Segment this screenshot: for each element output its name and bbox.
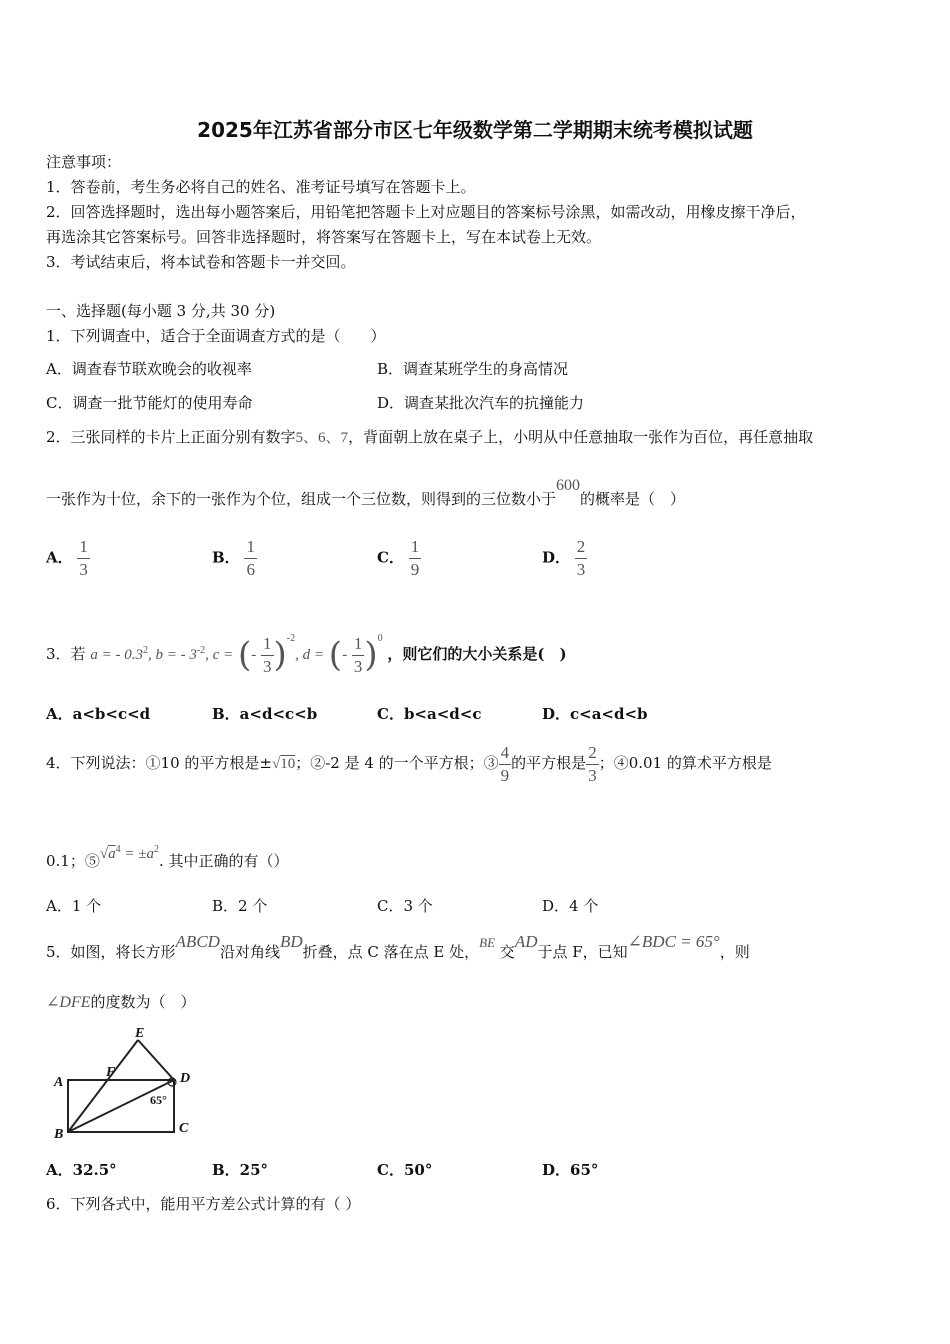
q5-option-b[interactable]: B．25°	[212, 1161, 269, 1179]
q5-option-d[interactable]: D．65°	[542, 1161, 599, 1179]
label-c: C	[179, 1121, 189, 1136]
q3-option-c[interactable]: C．b<a<d<c	[377, 705, 482, 723]
fraction: $\frac{1}{3}$	[353, 633, 363, 676]
label-f: F	[106, 1065, 116, 1080]
q4-option-a[interactable]: A．1 个	[46, 897, 102, 915]
q3-option-b[interactable]: B．a<d<c<b	[212, 705, 318, 723]
notice-item: 2．回答选择题时，选出每小题答案后，用铅笔把答题卡上对应题目的答案标号涂黑，如需改动，用橡皮擦干净后，	[46, 203, 806, 221]
q4-option-c[interactable]: C．3 个	[377, 897, 433, 915]
section-heading: 一、选择题(每小题 3 分,共 30 分)	[46, 302, 276, 320]
q2-option-d[interactable]: D． $\frac{2}{3}$	[542, 537, 586, 579]
q2-option-a[interactable]: A． $\frac{1}{3}$	[46, 537, 88, 579]
segment-be	[68, 1040, 138, 1132]
q2-option-c[interactable]: C． $\frac{1}{9}$	[377, 537, 420, 579]
q2-numbers: 5、6、7	[295, 430, 349, 446]
segment-ed	[138, 1040, 174, 1080]
q4-option-b[interactable]: B．2 个	[212, 897, 268, 915]
q1-option-c[interactable]: C．调查一批节能灯的使用寿命	[46, 394, 253, 412]
label-e: E	[135, 1026, 145, 1041]
q5-option-a[interactable]: A．32.5°	[46, 1161, 117, 1179]
fraction: $\frac{1}{9}$	[410, 537, 420, 579]
question-1-stem: 1．下列调查中，适合于全面调查方式的是（ ）	[46, 327, 386, 345]
fraction: $\frac{1}{3}$	[79, 537, 88, 579]
fraction: $\frac{1}{3}$	[263, 633, 272, 676]
question-4-stem-line1: 4．下列说法：①10 的平方根是±√10；②-2 是 4 的一个平方根；③ $\frac{4}{9}$ 的平方根是 $\frac{2}{3}$ ；④0.01 的算术平方根是	[46, 742, 772, 785]
q3-option-d[interactable]: D．c<a<d<b	[542, 705, 648, 723]
rectangle-fold-figure	[48, 1024, 198, 1144]
question-4-stem-line2: 0.1；$⑤√a^4 = \pm a^2$. 其中正确的有（）	[46, 844, 289, 870]
q4-option-d[interactable]: D．4 个	[542, 897, 599, 915]
question-2-stem-line1: 2．三张同样的卡片上正面分别有数字5、6、7，背面朝上放在桌子上，小明从中任意抽取一张作为百位，再任意抽取	[46, 428, 814, 446]
q5-option-c[interactable]: C．50°	[377, 1161, 433, 1179]
notice-heading: 注意事项：	[46, 153, 122, 171]
page-title: 2025年江苏省部分市区七年级数学第二学期期末统考模拟试题	[197, 118, 753, 142]
q1-option-a[interactable]: A．调查春节联欢晚会的收视率	[46, 360, 252, 378]
fraction: $\frac{1}{6}$	[246, 537, 255, 579]
q2-option-b[interactable]: B． $\frac{1}{6}$	[212, 537, 255, 579]
notice-item: 1．答卷前，考生务必将自己的姓名、准考证号填写在答题卡上。	[46, 178, 476, 196]
label-65-degrees: 65°	[150, 1093, 167, 1107]
q1-option-b[interactable]: B．调查某班学生的身高情况	[377, 360, 569, 378]
question-3-stem: 3．若 a = - $0.3^2$, b = - $3^{-2}$, c = (- $\frac{1}{3}$ )$^{-2}$, d = (- $\frac{1}{3}$ )$^0$ ，则它们的大小关系是( )	[46, 633, 567, 676]
question-5-stem-line1: 5．如图，将长方形ABCD沿对角线BD折叠，点 C 落在点 E 处，BE 交AD于点 F，已知∠BDC = 65°，则	[46, 932, 750, 961]
question-5-stem-line2: ∠DFE的度数为（ ）	[46, 993, 196, 1011]
fraction: $\frac{2}{3}$	[588, 742, 597, 785]
q3-option-a[interactable]: A．a<b<c<d	[46, 705, 151, 723]
question-2-stem-line2: 一张作为十位，余下的一张作为个位，组成一个三位数，则得到的三位数小于600的概率是（ ）	[46, 477, 686, 508]
label-b: B	[54, 1127, 64, 1142]
q1-option-d[interactable]: D．调查某批次汽车的抗撞能力	[377, 394, 585, 412]
notice-item: 再选涂其它答案标号。回答非选择题时，将答案写在答题卡上，写在本试卷上无效。	[46, 228, 602, 246]
label-d: D	[180, 1071, 191, 1086]
question-6-stem: 6．下列各式中，能用平方差公式计算的有（ ）	[46, 1195, 361, 1213]
fraction: $\frac{2}{3}$	[576, 537, 586, 579]
fraction: $\frac{4}{9}$	[500, 742, 510, 785]
notice-item: 3．考试结束后，将本试卷和答题卡一并交回。	[46, 253, 356, 271]
label-a: A	[54, 1075, 64, 1090]
q2-600: 600	[556, 477, 581, 494]
